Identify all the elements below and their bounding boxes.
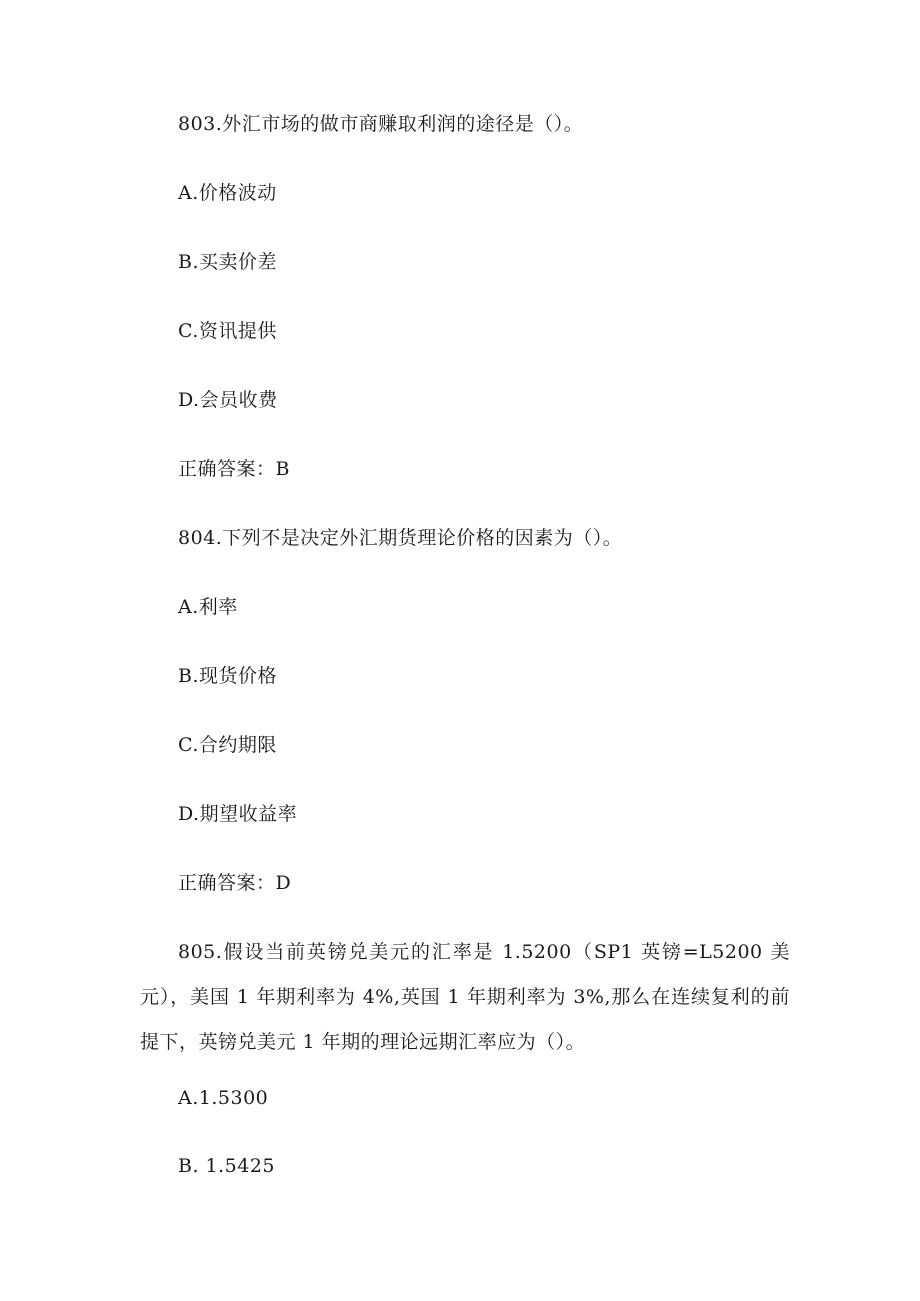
question-803-option-d: D.会员收费 [178,389,278,411]
question-805-option-a: A.1.5300 [178,1087,269,1109]
question-803-answer: 正确答案：B [178,458,290,480]
question-803-option-a: A.价格波动 [178,182,277,204]
question-804-stem: 804.下列不是决定外汇期货理论价格的因素为（）。 [178,527,623,549]
question-804-option-c: C.合约期限 [178,734,277,756]
question-805-option-b: B. 1.5425 [178,1155,276,1177]
question-804-option-a: A.利率 [178,596,238,618]
question-805-stem: 805.假设当前英镑兑美元的汇率是 1.5200（SP1 英镑=L5200 美元），美国 1 年期利率为 4%,英国 1 年期利率为 3%,那么在连续复利的前提下，英镑兑美元 1 年期的理论远期汇率应为（）。 [140,941,790,1053]
question-804-option-b: B.现货价格 [178,665,278,687]
question-804-option-d: D.期望收益率 [178,803,298,825]
question-804-answer: 正确答案：D [178,872,292,894]
question-803-option-c: C.资讯提供 [178,320,277,342]
question-803-stem: 803.外汇市场的做市商赚取利润的途径是（）。 [178,113,584,135]
question-803-option-b: B.买卖价差 [178,251,278,273]
